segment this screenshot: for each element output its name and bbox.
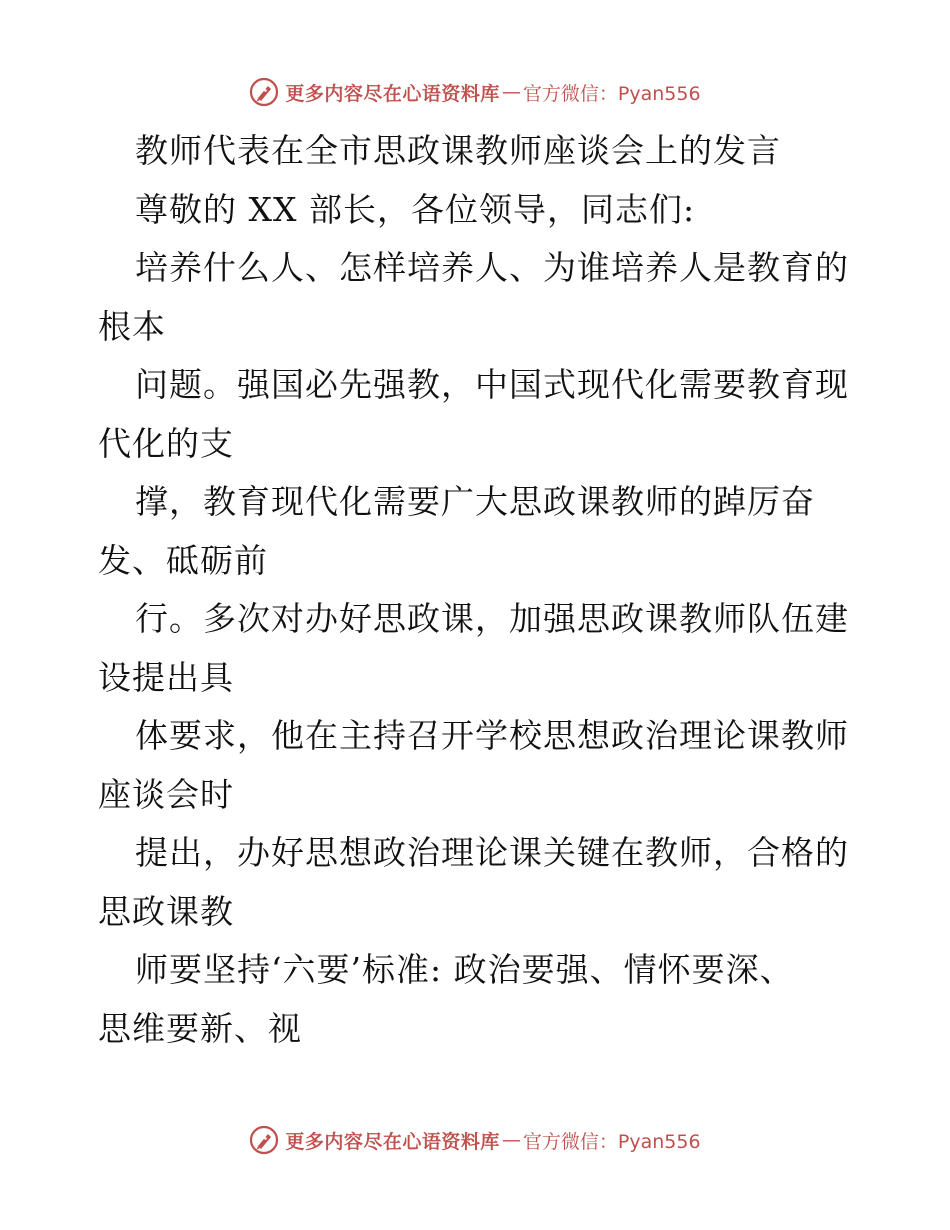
paragraph-line: 提出，办好思想政治理论课关键在教师，合格的 (135, 833, 849, 872)
pen-nib-logo-icon (249, 1125, 279, 1155)
salutation-line: 尊敬的 XX 部长，各位领导，同志们: (135, 189, 696, 229)
document-title: 教师代表在全市思政课教师座谈会上的发言 (135, 131, 781, 170)
paragraph-line: 发、砥砺前 (98, 540, 268, 580)
footer-banner (0, 1118, 950, 1162)
banner-contact-text: 官方微信：Pyan556 (522, 1130, 701, 1153)
paragraph-line: 行。多次对办好思政课，加强思政课教师队伍建 (135, 599, 849, 638)
paragraph-line: 体要求，他在主持召开学校思想政治理论课教师 (135, 716, 849, 755)
paragraph-line: 代化的支 (98, 423, 234, 463)
paragraph-line: 思政课教 (98, 891, 234, 931)
paragraph-line: 撑，教育现代化需要广大思政课教师的踔厉奋 (135, 482, 815, 521)
paragraph-line: 问题。强国必先强教，中国式现代化需要教育现 (135, 365, 849, 404)
paragraph-line: 师要坚持‘六要’标准: 政治要强、情怀要深、 (135, 950, 794, 989)
paragraph-line: 培养什么人、怎样培养人、为谁培养人是教育的 (135, 248, 849, 287)
banner-contact-text: 官方微信：Pyan556 (522, 82, 701, 105)
pen-nib-logo-icon (249, 77, 279, 107)
document-body (98, 122, 858, 1058)
banner-library-text: 更多内容尽在心语资料库 (285, 82, 500, 105)
header-banner (0, 70, 950, 114)
banner-separator: — (501, 1129, 521, 1151)
paragraph-line: 座谈会时 (98, 774, 234, 814)
banner-library-text: 更多内容尽在心语资料库 (285, 1130, 500, 1153)
paragraph-line: 根本 (98, 306, 166, 346)
banner-separator: — (501, 81, 521, 103)
paragraph-line: 思维要新、视 (98, 1008, 302, 1048)
paragraph-line: 设提出具 (98, 657, 234, 697)
